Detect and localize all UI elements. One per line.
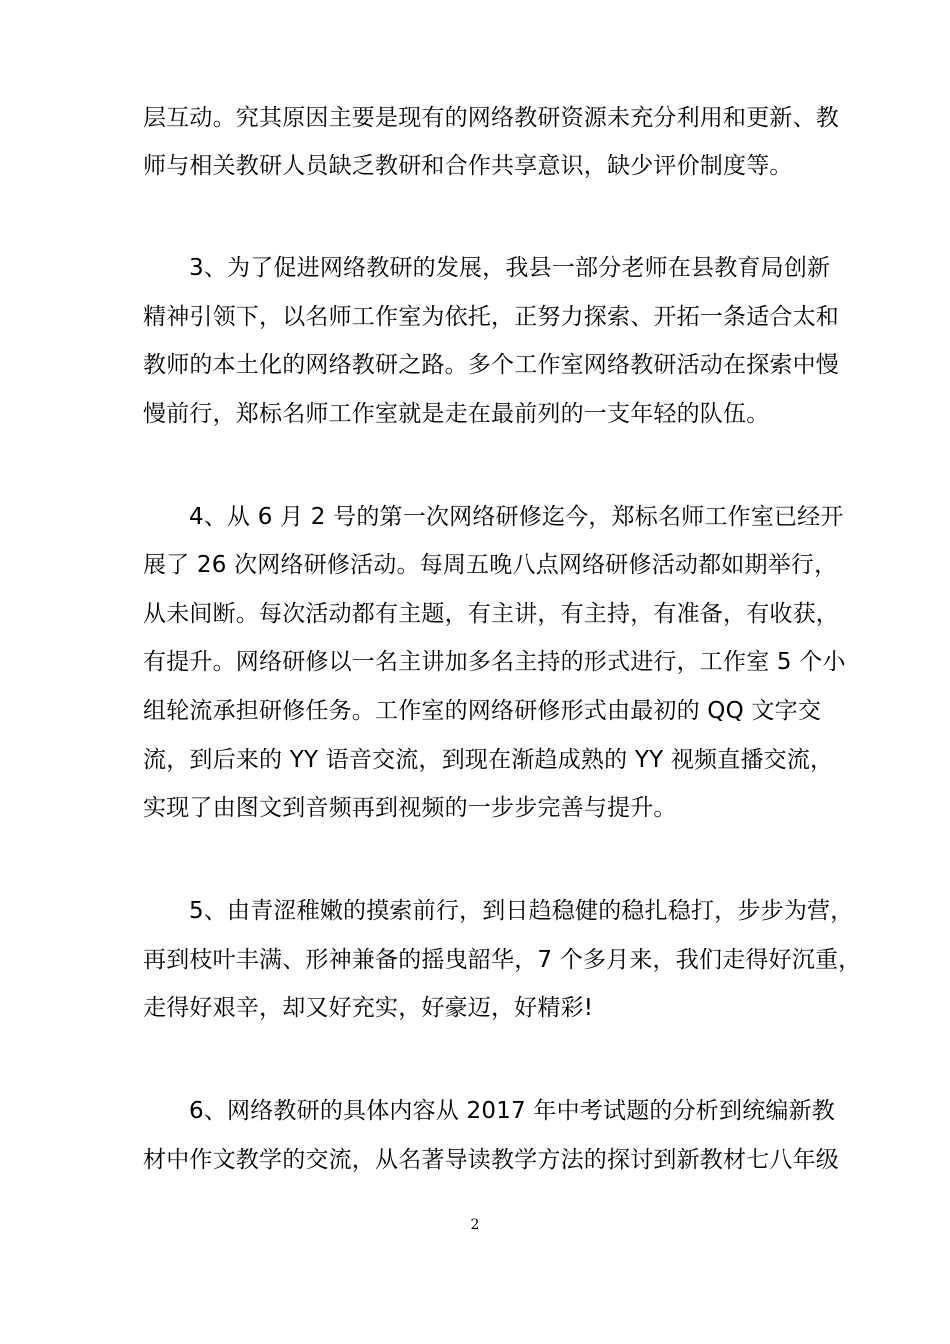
paragraph-line: 慢前行，郑标名师工作室就是走在最前列的一支年轻的队伍。 xyxy=(143,401,770,427)
paragraph-line: 师与相关教研人员缺乏教研和合作共享意识，缺少评价制度等。 xyxy=(143,153,793,179)
paragraph-line: 精神引领下，以名师工作室为依托，正努力探索、开拓一条适合太和 xyxy=(143,304,839,330)
paragraph-line: 从未间断。每次活动都有主题，有主讲，有主持，有准备，有收获， xyxy=(143,601,839,627)
paragraph-line: 4、从 6 月 2 号的第一次网络研修迄今，郑标名师工作室已经开 xyxy=(189,504,844,530)
paragraph-line: 3、为了促进网络教研的发展，我县一部分老师在县教育局创新 xyxy=(189,255,831,281)
paragraph-line: 有提升。网络研修以一名主讲加多名主持的形式进行，工作室 5 个小 xyxy=(143,649,846,675)
paragraph-line: 5、由青涩稚嫩的摸索前行，到日趋稳健的稳扎稳打，步步为营， xyxy=(189,898,854,924)
paragraph-line: 6、网络教研的具体内容从 2017 年中考试题的分析到统编新教 xyxy=(189,1098,835,1124)
paragraph-line: 流，到后来的 YY 语音交流，到现在渐趋成熟的 YY 视频直播交流， xyxy=(143,747,834,773)
paragraph-line: 走得好艰辛，却又好充实，好豪迈，好精彩! xyxy=(143,995,594,1021)
paragraph-line: 组轮流承担研修任务。工作室的网络研修形式由最初的 QQ 文字交 xyxy=(143,698,822,724)
paragraph-line: 实现了由图文到音频再到视频的一步步完善与提升。 xyxy=(143,795,677,821)
paragraph-line: 教师的本土化的网络教研之路。多个工作室网络教研活动在探索中慢 xyxy=(143,352,839,378)
paragraph-line: 材中作文教学的交流，从名著导读教学方法的探讨到新教材七八年级 xyxy=(143,1147,839,1173)
paragraph-line: 层互动。究其原因主要是现有的网络教研资源未充分利用和更新、教 xyxy=(143,105,839,131)
paragraph-line: 展了 26 次网络研修活动。每周五晚八点网络研修活动都如期举行， xyxy=(143,552,838,578)
paragraph-line: 再到枝叶丰满、形神兼备的摇曳韶华，7 个多月来，我们走得好沉重， xyxy=(143,947,862,973)
page-number: 2 xyxy=(470,1217,480,1233)
